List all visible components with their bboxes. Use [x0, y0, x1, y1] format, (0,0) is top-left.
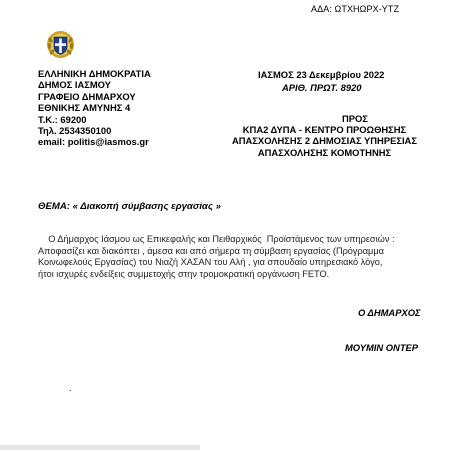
body-paragraph: [38, 234, 440, 280]
sender-email: email: politis@iasmos.gr: [38, 136, 149, 148]
recipient-line: ΑΠΑΣΧΟΛΗΣΗΣ ΚΟΜΟΤΗΝΗΣ: [257, 146, 392, 158]
body-line: Ο Δήμαρχος Ιάσμου ως Επικεφαλής και Πειθαρχικός Προϊστάμενος των υπηρεσιών :: [38, 234, 395, 244]
body-line: ήτοι ισχυρές ενδείξεις συμμετοχής στην τρομοκρατική οργάνωση FETO.: [38, 268, 330, 279]
signature-title: Ο ΔΗΜΑΡΧΟΣ: [358, 307, 421, 318]
sender-street: ΕΘΝΙΚΗΣ ΑΜΥΝΗΣ 4: [38, 102, 131, 114]
body-line: Κοινωφελούς Εργασίας) του Νιαζή ΧΑΣΑΝ του Αλή , για σπουδαίο υπηρεσιακό λόγο,: [38, 257, 383, 268]
footer-mark: .: [69, 383, 72, 393]
sender-country: ΕΛΛΗΝΙΚΗ ΔΗΜΟΚΡΑΤΙΑ: [38, 68, 151, 79]
recipient-line: ΚΠΑ2 ΔΥΠΑ - ΚΕΝΤΡΟ ΠΡΟΩΘΗΣΗΣ: [242, 124, 407, 135]
coat-of-arms-icon: [46, 30, 75, 59]
document-date: ΙΑΣΜΟΣ 23 Δεκεμβρίου 2022: [258, 69, 385, 80]
to-label: ΠΡΟΣ: [342, 113, 368, 124]
sender-office: ΓΡΑΦΕΙΟ ΔΗΜΑΡΧΟΥ: [38, 90, 136, 102]
recipient-block: [232, 124, 417, 158]
sender-phone: Τηλ. 2534350100: [38, 125, 112, 137]
horizontal-scrollbar[interactable]: [0, 445, 200, 450]
sender-block: [38, 68, 151, 148]
sender-postcode: Τ.Κ.: 69200: [38, 113, 87, 125]
recipient-line: ΑΠΑΣΧΟΛΗΣΗΣ 2 ΔΗΜΟΣΙΑΣ ΥΠΗΡΕΣΙΑΣ: [232, 135, 417, 147]
signature-name: ΜΟΥΜΙΝ ΟΝΤΕΡ: [345, 342, 419, 353]
sender-municipality: ΔΗΜΟΣ ΙΑΣΜΟΥ: [38, 79, 111, 91]
subject-line: ΘΕΜΑ: « Διακοπή σύμβασης εργασίας »: [38, 201, 221, 212]
body-line: Αποφασίζει και διακόπτει , άμεσα και από σήμερα τη σύμβαση εργασίας (Πρόγραμμα: [38, 245, 384, 256]
protocol-number: ΑΡΙΘ. ΠΡΩΤ. 8920: [282, 82, 362, 93]
ada-code: ΑΔΑ: ΩΤΧΗΩΡΧ-ΥΤΖ: [311, 4, 400, 14]
